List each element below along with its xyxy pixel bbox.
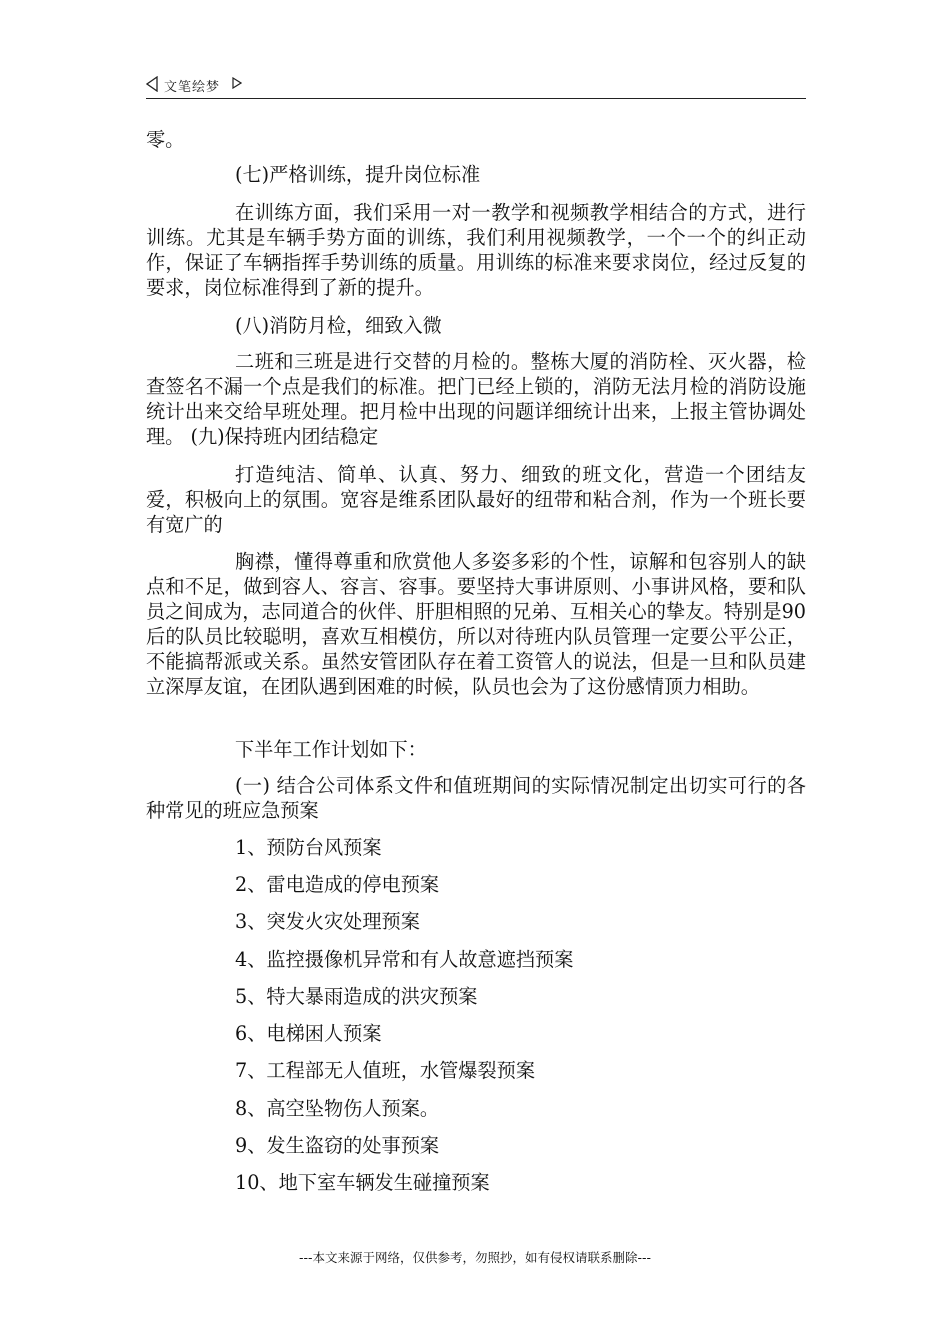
triangle-right-icon xyxy=(232,77,242,89)
section-heading-8: (八)消防月检，细致入微 xyxy=(235,314,442,337)
paragraph-team-culture: 打造纯洁、简单、认真、努力、细致的班文化，营造一个团结友爱，积极向上的氛围。宽容是维系团队最好的纽带和粘合剂，作为一个班长要有宽广的 xyxy=(146,463,806,536)
paragraph-team-relations: 胸襟，懂得尊重和欣赏他人多姿多彩的个性，谅解和包容别人的缺点和不足，做到容人、容言、容事。要坚持大事讲原则、小事讲风格，要和队员之间成为，志同道合的伙伴、肝胆相照的兄弟、互相关心的挚友。特别是90后的队员比较聪明，喜欢互相模仿，所以对待班内队员管理一定要公平公正，不能搞帮派或关系。虽然安管团队存在着工资管人的说法，但是一旦和队员建立深厚友谊，在团队遇到困难的时候，队员也会为了这份感情顶力相助。 xyxy=(146,550,806,698)
paragraph-fire-check: 二班和三班是进行交替的月检的。整栋大厦的消防栓、灭火器，检查签名不漏一个点是我们的标准。把门已经上锁的，消防无法月检的消防设施统计出来交给早班处理。把月检中出现的问题详细统计出来，上报主管协调处理。 (九)保持班内团结稳定 xyxy=(146,350,806,448)
paragraph-training: 在训练方面，我们采用一对一教学和视频教学相结合的方式，进行训练。尤其是车辆手势方面的训练，我们利用视频教学，一个一个的纠正动作，保证了车辆指挥手势训练的质量。用训练的标准来要求岗位，经过反复的要求，岗位标准得到了新的提升。 xyxy=(146,201,806,299)
plan-list-item: 2、雷电造成的停电预案 xyxy=(235,873,440,896)
plan-list-item: 5、特大暴雨造成的洪灾预案 xyxy=(235,985,478,1008)
plan-list-item: 8、高空坠物伤人预案。 xyxy=(235,1097,440,1120)
page-header xyxy=(146,74,806,99)
plan-list-item: 4、监控摄像机异常和有人故意遮挡预案 xyxy=(235,948,574,971)
plan-list-item: 7、工程部无人值班，水管爆裂预案 xyxy=(235,1059,536,1082)
footer-notice: ---本文来源于网络，仅供参考，勿照抄，如有侵权请联系删除--- xyxy=(298,1250,652,1265)
plan-item-1: (一) 结合公司体系文件和值班期间的实际情况制定出切实可行的各种常见的班应急预案 xyxy=(146,774,806,822)
triangle-left-icon xyxy=(146,76,158,92)
plan-list-item: 6、电梯困人预案 xyxy=(235,1022,382,1045)
brand-name: 文笔绘梦 xyxy=(164,80,221,95)
section-heading-7: (七)严格训练，提升岗位标准 xyxy=(235,163,481,186)
plan-list-item: 1、预防台风预案 xyxy=(235,836,382,859)
plan-list-item: 10、地下室车辆发生碰撞预案 xyxy=(235,1171,490,1194)
continuation-line: 零。 xyxy=(146,128,185,151)
plan-list-item: 3、突发火灾处理预案 xyxy=(235,910,420,933)
plan-list-item: 9、发生盗窃的处事预案 xyxy=(235,1134,440,1157)
plan-title: 下半年工作计划如下： xyxy=(235,738,427,761)
